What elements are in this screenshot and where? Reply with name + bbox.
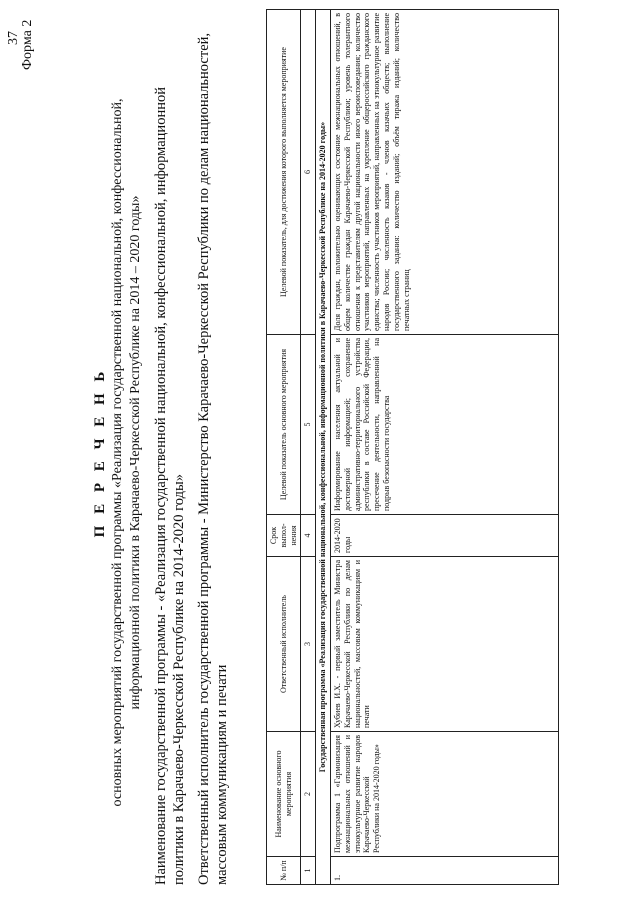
document-subtitle-line1: основных мероприятий государственной программы «Реализация государственной национальной, конфессиональной, (110, 98, 125, 807)
column-number: 6 (301, 10, 316, 335)
program-row (316, 10, 331, 885)
row-target-indicator: Доля граждан, положительно оценивающих состояние межнациональных отношений, в общем количестве граждан Карачаево-Черкесской Республики; уровень толерантного отношения к представителям другой национальности иного вероисповедания; количество участников мероприятий, направленных на укрепление общероссийского гражданского единства; численность участников мероприятий, направленных на этнокультурное развитие народов России; численность казаков - членов казачьих обществ; выполнение государственного задания: количество изданий; объём тиража изданий; количество печатных страниц (330, 10, 558, 335)
column-number: 5 (301, 335, 316, 515)
header-num: № п/п (267, 857, 301, 885)
column-number-row (301, 10, 316, 885)
table-row (330, 10, 558, 885)
row-measure-name: Подпрограмма 1 «Гармонизация межнациональных отношений и этнокультурное развитие народов Карачаево-Черкесской Республики на 2014-2020 годы» (330, 732, 558, 857)
program-row-title: Государственная программа «Реализация государственной национальной, конфессиональной, информационной политики в Карачаево-Черкесской Республике на 2014-2020 годы» (316, 10, 331, 885)
responsible-executor: Ответственный исполнитель государственной программы - Министерство Карачаево-Черкесской Республики по делам национальностей, массовым коммуникациям и печати (196, 32, 230, 885)
form-label: Форма 2 (20, 19, 35, 70)
page-number: 37 (6, 31, 21, 45)
row-num: 1. (330, 857, 558, 885)
document-subtitle-line2: информационной политики в Карачаево-Черкесской Республике на 2014 – 2020 годы» (128, 195, 143, 710)
header-target-indicator: Целевой показатель, для достижения которого выполняется мероприятие (267, 10, 301, 335)
header-measure-name: Наименование основного мероприятия (267, 732, 301, 857)
column-number: 3 (301, 557, 316, 732)
column-number: 1 (301, 857, 316, 885)
column-number: 2 (301, 732, 316, 857)
program-name: Наименование государственной программы - «Реализация государственной национальной, конфессиональной, информационной политики в Карачаево-Черкесской Республике на 2014-2020 годы» (153, 87, 187, 885)
table-header-row (267, 10, 301, 885)
row-measure-indicator: Информирование населения актуальной и достоверной информацией; сохранение административно-территориального устройства республики в составе Российской Федерации, пресечение деятельности, направленной на подрыв безопасности государства (330, 335, 558, 515)
row-term: 2014-2020 годы (330, 515, 558, 557)
column-number: 4 (301, 515, 316, 557)
header-measure-indicator: Целевой показатель основного мероприятия (267, 335, 301, 515)
measures-table (266, 9, 559, 885)
header-term: Срок выпол-нения (267, 515, 301, 557)
document-title: П Е Р Е Ч Е Н Ь (92, 367, 108, 538)
header-executor: Ответственный исполнитель (267, 557, 301, 732)
row-executor: Хубиев И.Х. - первый заместитель Министра Карачаево-Черкесской Республики по делам национальностей, массовым коммуникациям и печати (330, 557, 558, 732)
